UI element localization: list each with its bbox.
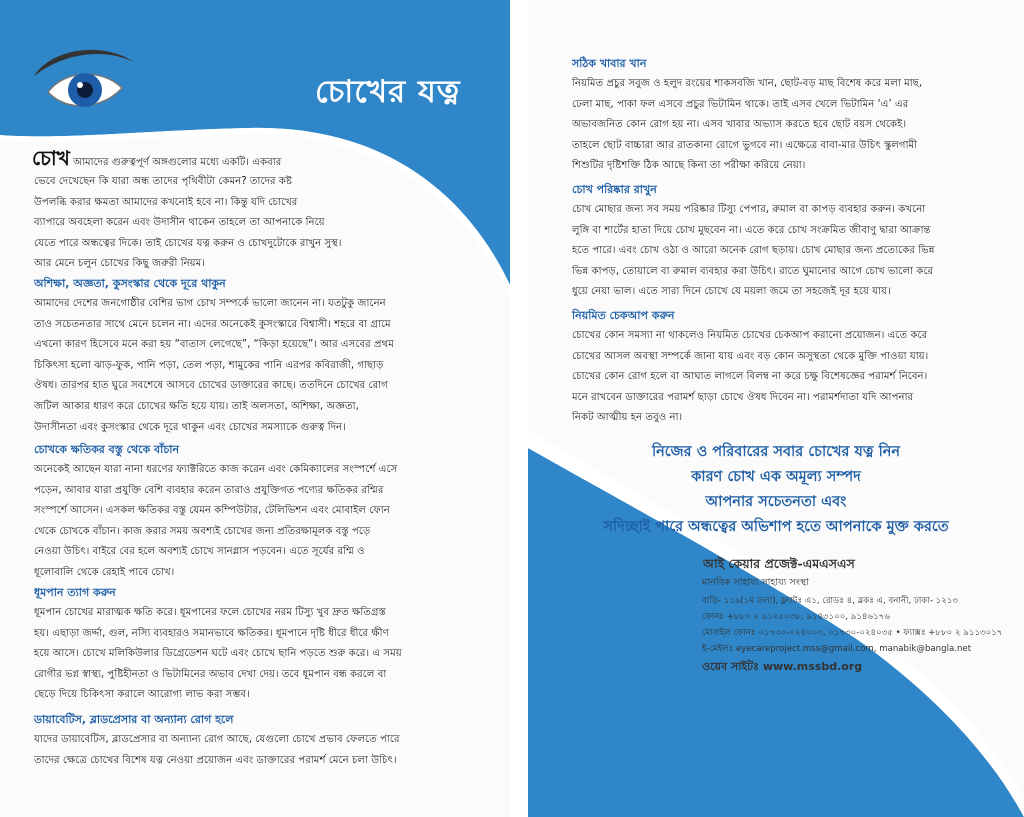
- section-heading: ধূমপান ত্যাগ করুন: [34, 586, 116, 599]
- section-line: শিশুটির দৃষ্টিশক্তি ঠিক আছে কিনা তা পরীক্ষা করিয়ে নেয়া।: [572, 160, 806, 172]
- intro-line: আর মেনে চলুন চোখের কিছু জরুরী নিয়ম।: [34, 258, 205, 269]
- section-line: ঔষধ। তারপর হাত ঘুরে সবশেষে আসবে চোখের ডাক্তারের কাছে। ততদিনে চোখের রোগ: [34, 380, 388, 392]
- section-line: এখনো কারণ হিসেবে মনে করা হয় “বাতাস লেগেছে”, “কিড়া হয়েছে”। আর এসবের প্রথম: [34, 339, 394, 351]
- section-line: হতে পারে। এবং চোখ ওঠা ও আরো অনেক রোগ ছড়ায়। চোখ মোছার জন্য প্রত্যেকের ভিন্ন: [572, 245, 935, 257]
- section-line: ভিন্ন কাপড়, তোয়ালে বা রুমাল ব্যবহার করা উচিৎ। রাতে ঘুমানোর আগে চোখ ভালো করে: [572, 265, 934, 277]
- section-heading: নিয়মিত চেকআপ করুন: [572, 309, 675, 322]
- section-line: চোখের কোন রোগ হলে বা আঘাত লাগলে বিলম্ব না করে চক্ষু বিশেষজ্ঞের পরামর্শ নিবেন।: [572, 371, 928, 383]
- section-line: নেওয়া উচিৎ। বাইরে বের হলে অবশ্যই চোখে সানগ্লাস পড়বেন। এতে সূর্যের রশ্মি ও: [34, 546, 365, 558]
- section-line: আমাদের দেশের জনগোষ্ঠীর বেশির ভাগ চোখ সম্পর্কে ভালো জানেন না। যতটুকু জানেন: [34, 298, 386, 309]
- section-line: চোখের কোন সমস্যা না থাকলেও নিয়মিত চোখের চেকআপ করানো প্রয়োজন। এতে করে: [572, 330, 928, 341]
- section-line: রোগীর ভগ্ন স্বাস্থ্য, পুষ্টিহীনতা ও ভিটামিনের অভাব দেখা দেয়। তবে ধূমপান বন্ধ করলে বা: [34, 668, 387, 680]
- intro-first-line: [32, 148, 281, 173]
- section-line: চিকিৎসা হলো ঝাড়-ফুক, পানি পড়া, তেল পড়া, শামুকের পানি এরপর কবিরাজী, গাছাড়: [34, 359, 384, 371]
- section-line: মনে রাখবেন ডাক্তারের পরামর্শ ছাড়া চোখে ঔষধ দিবেন না। পরামর্শদাতা যদি আপনার: [572, 391, 914, 403]
- section-line: চোখ মোছার জন্য সব সময় পরিষ্কার টিস্যু পেপার, রুমাল বা কাপড় ব্যবহার করুন। কখনো: [572, 204, 926, 215]
- section-line: নিকট আত্মীয় হন তবুও না।: [572, 412, 683, 424]
- right-page: [528, 0, 1024, 817]
- section-line: লুঙ্গি বা শার্টের হাতা দিয়ে চোখ মুছবেন না। এতে করে চোখ সংক্রমিত জীবাণু দ্বারা আক্রান্ত: [572, 224, 931, 236]
- section-heading: চোখকে ক্ষতিকর বস্তু থেকে বাঁচান: [34, 443, 180, 456]
- section-line: উদাসীনতা এবং কুসংস্কার থেকে দূরে থাকুন এবং চোখের সমস্যাকে গুরুত্ব দিন।: [34, 421, 346, 433]
- contact-line: বাড়ি- ১১৯(১ম তলা), ফ্ল্যাটঃ এ১, রোডঃ ৪, ব্লকঃ এ, বনানী, ঢাকা- ১২১৩: [702, 596, 958, 606]
- page-title: চোখের যত্ন: [315, 74, 461, 110]
- tagline-line: সদিচ্ছাই পারে অন্ধত্বের অভিশাপ হতে আপনাকে মুক্ত করতে: [603, 519, 949, 535]
- section-line: অনেকেই আছেন যারা নানা ধরণের ফ্যাক্টরিতে কাজ করেন এবং কেমিক্যালের সংস্পর্শে এসে: [34, 464, 398, 475]
- tagline-line: আপনার সচেতনতা এবং: [705, 494, 847, 510]
- section-line: ছেড়ে দিয়ে চিকিৎসা করালে আরোগ্য লাভ করা সম্ভব।: [34, 689, 250, 701]
- section-line: ধূমপান চোখের মারাত্মক ক্ষতি করে। ধূমপানের ফলে চোখের নরম টিস্যু খুব দ্রুত ক্ষতিগ্রস্ত: [34, 607, 386, 618]
- section-line: ঢেলা মাছ, পাকা ফল এসবে প্রচুর ভিটামিন থাকে। তাই এসব খেলে ভিটামিন ‘এ’ এর: [572, 98, 909, 110]
- org-name: আই কেয়ার প্রজেক্ট-এমএসএস: [703, 556, 855, 571]
- contact-line: ই-মেইলঃ eyecareproject.mss@gmail.com, manabik@bangla.net: [702, 644, 972, 654]
- page-gap: [510, 0, 528, 817]
- section-line: হয়ে আসে। চোখে মলিকিউলার ডিগ্রেডেশন ঘটে এবং চোখে ছানি পড়তে শুরু করে। এ সময়: [34, 648, 402, 660]
- section-line: ধূলোবালি থেকে রেহাই পাবে চোখ।: [34, 567, 175, 578]
- section-line: হয়। এছাড়া জর্দ্দা, গুল, নস্যি ব্যবহারও সমানভাবে ক্ষতিকর। ধূমপানে দৃষ্টি ধীরে ধীরে ক্ষীণ: [34, 627, 389, 639]
- section-line: চোখের আসল অবস্থা সম্পর্কে জানা যায় এবং বড় কোন অসুস্থতা থেকে মুক্তি পাওয়া যায়।: [572, 350, 929, 362]
- intro-word: চোখ: [32, 146, 70, 170]
- section-heading: চোখ পরিষ্কার রাখুন: [572, 183, 657, 196]
- eye-icon: [30, 40, 138, 120]
- intro-line: ব্যাপারে অবহেলা করেন এবং উদাসীন থাকেন তাহলে তা আপনাকে নিয়ে: [34, 217, 325, 228]
- intro-line: যেতে পারে অন্ধত্বের দিকে। তাই চোখের যত্ন করুন ও চোখদুটোকে রাখুন সুস্থ।: [34, 237, 342, 249]
- section-line: যাদের ডায়াবেটিস, ব্লাডপ্রেসার বা অন্যান্য রোগ আছে, যেগুলো চোখে প্রভাব ফেলতে পারে: [34, 734, 400, 745]
- org-subtitle: মানবিক সাহায্য সাহায্য সংস্থা: [702, 577, 809, 588]
- section-line: তাদের ক্ষেত্রে চোখের বিশেষ যত্ন নেওয়া প্রয়োজন এবং ডাক্তারের পরামর্শ মেনে চলা উচিৎ।: [34, 754, 397, 766]
- intro-line: ভেবে দেখেছেন কি যারা অন্ধ তাদের পৃথিবীটা কেমন? তাদের কষ্ট: [34, 176, 293, 187]
- section-line: সংস্পর্শে আসেন। এসকল ক্ষতিকর বস্তু যেমন কম্পিউটার, টেলিভিশন এবং মোবাইল ফোন: [34, 505, 390, 517]
- left-page: [0, 0, 510, 817]
- tagline-line: নিজের ও পরিবারের সবার চোখের যত্ন নিন: [651, 444, 901, 460]
- section-heading: ডায়াবেটিস, ব্লাডপ্রেসার বা অন্যান্য রোগ হলে: [34, 713, 234, 726]
- section-line: তাহলে ছোট বাচ্চারা আর রাতকানা রোগে ভুগবে না। এক্ষেত্রে বাবা-মার উচিৎ স্কুলগামী: [572, 139, 918, 151]
- section-heading: সঠিক খাবার খান: [572, 57, 647, 70]
- tagline-line: কারণ চোখ এক অমূল্য সম্পদ: [691, 469, 861, 485]
- section-line: থেকে চোখকে বাঁচান। কাজ করার সময় অবশ্যই চোখের জন্য প্রতিরক্ষামূলক বস্তু পড়ে: [34, 525, 371, 537]
- intro-first-line-text: আমাদের গুরুত্বপূর্ণ অঙ্গগুলোর মধ্যে একটি। একবার: [69, 157, 282, 168]
- section-line: অভাবজনিত কোন রোগ হয় না। এসব খাবার অভ্যাস করতে হবে ছোট বয়স থেকেই।: [572, 119, 907, 131]
- contact-line: মোবাইল ফোনঃ ০১৭৩০-০২৪০০৩, ০১৭৩০-০২৪০৩৫ • ফ্যাক্সঃ +৮৮০ ২ ৯১১৩০১৭: [702, 628, 1003, 638]
- section-line: তাও সচেতনতার সাথে মেনে চলেন না। এদের অনেকেই কুসংস্কারে বিশ্বাসী। শহরে বা গ্রামে: [34, 318, 391, 330]
- section-line: ধুয়ে নেয়া ভাল। এতে সারা দিনে চোখে যে ময়লা জমে তা সহজেই দূর হয়ে যায়।: [572, 286, 891, 298]
- section-line: পড়েন, আবার যারা প্রযুক্তি বেশি ব্যবহার করেন তারাও প্রযুক্তিগত পণ্যের ক্ষতিকর রশ্মির: [34, 484, 384, 496]
- website: ওয়েব সাইটঃ www.mssbd.org: [702, 660, 863, 673]
- section-heading: অশিক্ষা, অজ্ঞতা, কুসংস্কার থেকে দূরে থাকুন: [34, 277, 226, 290]
- intro-line: উপলব্ধি করার ক্ষমতা আমাদের কখনোই হবে না। কিন্তু যদি চোখের: [34, 196, 298, 208]
- contact-line: ফোনঃ +৮৮০ ২ ৯১২৫০৩৮, ৯১৪৩১০০, ৯১৪৬১৭৬: [702, 612, 890, 622]
- section-line: নিয়মিত প্রচুর সবুজ ও হলুদ রংয়ের শাকসবজি খান, ছোট-বড় মাছ বিশেষ করে মলা মাছ,: [572, 78, 923, 89]
- section-line: জটিল আকার ধারণ করে চোখের ক্ষতি হয়ে যায়। তাই অলসতা, অশিক্ষা, অজ্ঞতা,: [34, 401, 359, 412]
